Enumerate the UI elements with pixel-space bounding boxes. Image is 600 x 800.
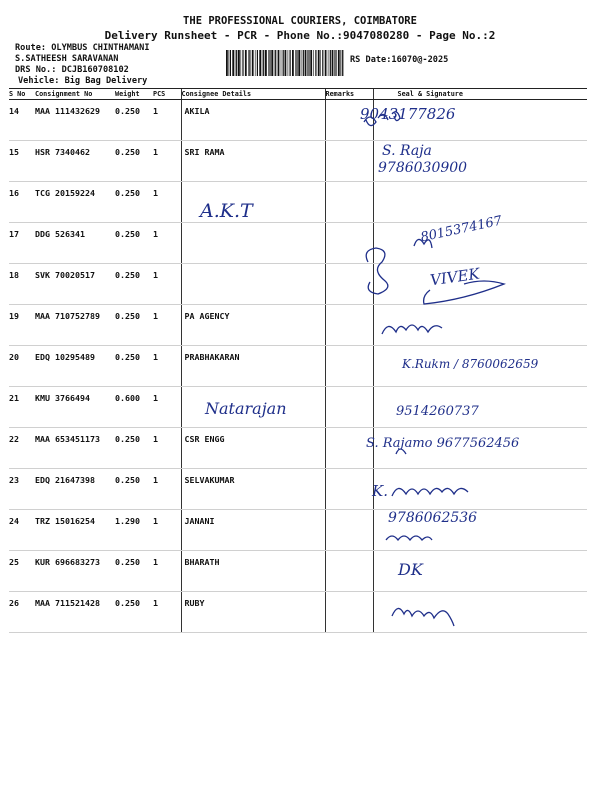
table-header-row [9,89,587,100]
cell-sno: 21 [9,387,35,428]
cell-consignment: MAA 710752789 [35,305,115,346]
cell-pcs: 1 [153,100,181,141]
barcode-bar [335,50,336,76]
barcode-image [226,50,344,76]
barcode-bar [257,50,258,76]
barcode-bar [230,50,231,76]
cell-weight: 0.250 [115,592,153,633]
cell-signature [373,305,587,346]
cell-pcs: 1 [153,551,181,592]
signature-15-phone: 9786030900 [378,160,468,176]
barcode-bar [236,50,237,76]
table-row [9,141,587,182]
cell-sno: 23 [9,469,35,510]
cell-remarks [325,223,373,264]
cell-pcs: 1 [153,223,181,264]
signature-20: K.Rukm / 8760062659 [402,357,539,371]
cell-weight: 0.600 [115,387,153,428]
barcode-bar [275,50,276,76]
signature-14: 9043177826 [360,105,456,123]
cell-sno: 20 [9,346,35,387]
cell-consignee: AKILA [181,100,325,141]
cell-remarks [325,387,373,428]
barcode-bar [262,50,263,76]
signature-18: VIVEK [428,264,481,290]
barcode-bar [245,50,247,76]
cell-weight: 0.250 [115,223,153,264]
cell-signature [373,592,587,633]
barcode-bar [325,50,327,76]
cell-consignment: SVK 70020517 [35,264,115,305]
barcode-bar [271,50,273,76]
cell-sno: 18 [9,264,35,305]
cell-pcs: 1 [153,346,181,387]
barcode-bar [252,50,254,76]
barcode-bar [255,50,256,76]
cell-sno: 16 [9,182,35,223]
cell-consignee: SRI RAMA [181,141,325,182]
cell-remarks [325,346,373,387]
cell-remarks [325,305,373,346]
barcode-bar [265,50,267,76]
cell-remarks [325,264,373,305]
col-sno: S No [9,89,35,100]
cell-consignment: HSR 7340462 [35,141,115,182]
cell-consignment: MAA 653451173 [35,428,115,469]
cell-consignment: TCG 20159224 [35,182,115,223]
barcode-bar [298,50,300,76]
barcode-bar [305,50,307,76]
barcode-bar [283,50,284,76]
barcode-bar [313,50,314,76]
cell-weight: 0.250 [115,346,153,387]
barcode-bar [241,50,242,76]
barcode-bar [322,50,323,76]
table-row [9,469,587,510]
barcode-bar [332,50,334,76]
barcode-bar [238,50,240,76]
barcode-bar [301,50,302,76]
barcode-bar [328,50,329,76]
barcode-bar [295,50,296,76]
table-row [9,592,587,633]
barcode-bar [296,50,297,76]
col-pcs: PCS [153,89,181,100]
cell-weight: 0.250 [115,100,153,141]
cell-signature [373,264,587,305]
cell-consignee: CSR ENGG [181,428,325,469]
cell-pcs: 1 [153,305,181,346]
route-label: Route: OLYMBUS CHINTHAMANI [15,43,150,53]
cell-consignment: DDG 526341 [35,223,115,264]
cell-pcs: 1 [153,592,181,633]
col-weight: Weight [115,89,153,100]
barcode-bar [310,50,312,76]
cell-pcs: 1 [153,141,181,182]
barcode-bar [330,50,331,76]
cell-consignment: KMU 3766494 [35,387,115,428]
cell-pcs: 1 [153,182,181,223]
barcode-bar [342,50,343,76]
runsheet-subtitle: Delivery Runsheet - PCR - Phone No.:9047080280 - Page No.:2 [104,29,496,42]
barcode-bar [318,50,320,76]
cell-signature [373,182,587,223]
barcode-bar [259,50,261,76]
barcode-bar [281,50,282,76]
cell-consignee [181,264,325,305]
cell-weight: 0.250 [115,264,153,305]
barcode-bar [334,50,335,76]
cell-sno: 17 [9,223,35,264]
signature-21-name: Natarajan [205,399,287,418]
cell-remarks [325,510,373,551]
cell-signature [373,469,587,510]
cell-consignee: PA AGENCY [181,305,325,346]
cell-weight: 1.290 [115,510,153,551]
signature-16: A.K.T [200,200,253,222]
barcode-bar [290,50,291,76]
cell-remarks [325,469,373,510]
cell-consignment: EDQ 10295489 [35,346,115,387]
cell-weight: 0.250 [115,182,153,223]
cell-weight: 0.250 [115,551,153,592]
col-signature: Seal & Signature [373,89,587,100]
table-row [9,387,587,428]
cell-weight: 0.250 [115,469,153,510]
col-remarks: Remarks [325,89,373,100]
staff-name: S.SATHEESH SARAVANAN [15,54,119,64]
cell-sno: 15 [9,141,35,182]
barcode-bar [307,50,308,76]
barcode-bar [320,50,321,76]
cell-pcs: 1 [153,510,181,551]
barcode-bar [249,50,250,76]
cell-consignee: JANANI [181,510,325,551]
barcode-bar [278,50,280,76]
barcode-bar [248,50,249,76]
barcode-bar [303,50,304,76]
barcode-bar [235,50,236,76]
cell-remarks [325,182,373,223]
cell-consignee: RUBY [181,592,325,633]
table-row [9,100,587,141]
cell-sno: 22 [9,428,35,469]
signature-17: 8015374167 [419,213,504,246]
cell-consignee [181,223,325,264]
vehicle-label: Vehicle: Big Bag Delivery [18,76,148,86]
cell-weight: 0.250 [115,141,153,182]
barcode-bar [308,50,309,76]
signature-15-name: S. Raja [382,143,432,159]
cell-consignee: SELVAKUMAR [181,469,325,510]
barcode-bar [285,50,287,76]
barcode-bar [268,50,269,76]
cell-consignee: PRABHAKARAN [181,346,325,387]
cell-pcs: 1 [153,264,181,305]
cell-sno: 25 [9,551,35,592]
barcode-bar [315,50,316,76]
barcode-bar [263,50,264,76]
barcode-bar [288,50,289,76]
signature-21-phone: 9514260737 [396,404,479,419]
table-row [9,264,587,305]
barcode-bar [274,50,275,76]
cell-remarks [325,592,373,633]
signature-24: 9786062536 [388,510,478,526]
barcode-bar [232,50,234,76]
cell-sno: 24 [9,510,35,551]
barcode-bar [226,50,228,76]
cell-pcs: 1 [153,387,181,428]
cell-weight: 0.250 [115,428,153,469]
barcode-bar [338,50,340,76]
cell-consignment: KUR 696683273 [35,551,115,592]
cell-consignment: TRZ 15016254 [35,510,115,551]
cell-remarks [325,141,373,182]
barcode-bar [292,50,294,76]
table-row [9,305,587,346]
barcode-bar [242,50,243,76]
col-consignee: Consignee Details [181,89,325,100]
barcode-bar [340,50,341,76]
signature-22: S. Rajamo 9677562456 [366,436,520,451]
cell-weight: 0.250 [115,305,153,346]
cell-remarks [325,551,373,592]
cell-pcs: 1 [153,469,181,510]
barcode-bar [229,50,230,76]
cell-sno: 19 [9,305,35,346]
barcode-bar [269,50,270,76]
cell-sno: 26 [9,592,35,633]
cell-consignment: MAA 111432629 [35,100,115,141]
table-row [9,551,587,592]
table-row [9,510,587,551]
signature-25: DK [398,560,423,579]
cell-consignment: MAA 711521428 [35,592,115,633]
cell-consignment: EDQ 21647398 [35,469,115,510]
rs-date: RS Date:16070@-2025 [350,55,449,65]
company-title: THE PROFESSIONAL COURIERS, COIMBATORE [183,15,417,27]
cell-pcs: 1 [153,428,181,469]
signature-23: K. [372,482,388,500]
cell-consignee: BHARATH [181,551,325,592]
drs-number: DRS No.: DCJB160708102 [15,65,129,75]
col-consignment: Consignment No [35,89,115,100]
cell-sno: 14 [9,100,35,141]
